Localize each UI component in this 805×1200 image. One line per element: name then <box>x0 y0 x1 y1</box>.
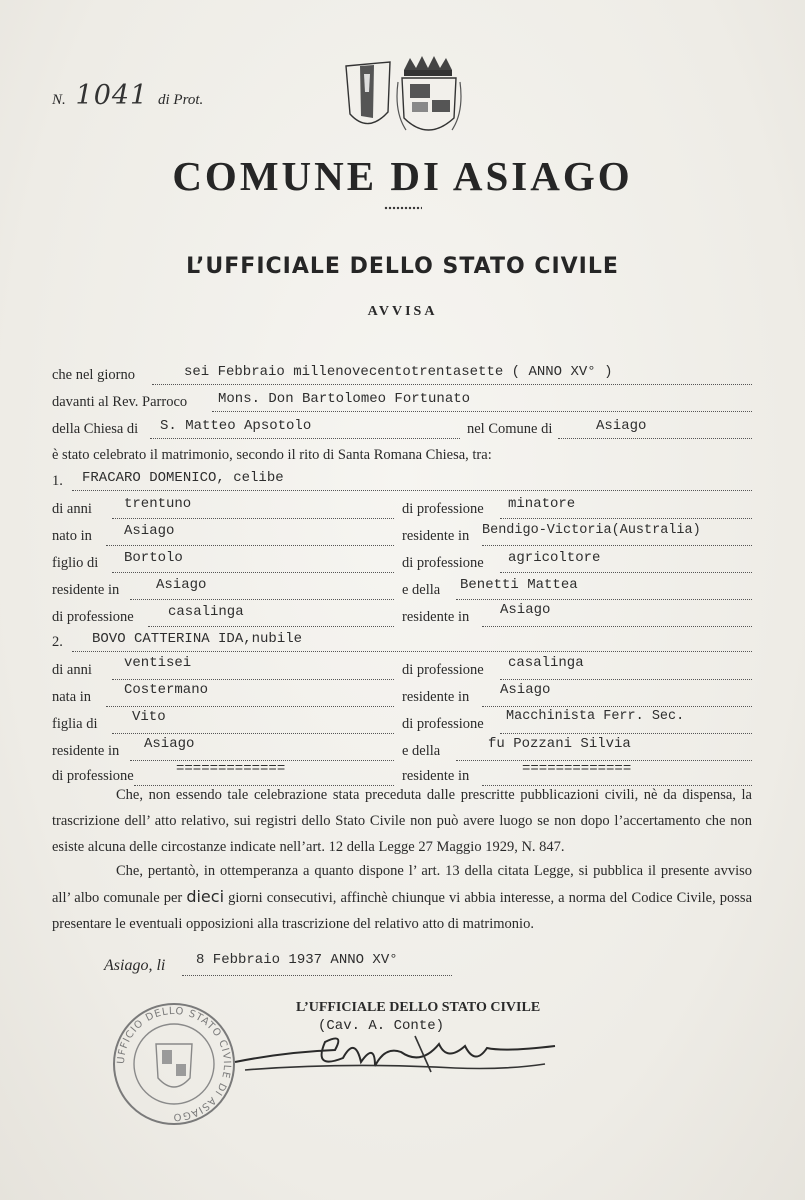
notice-heading: AVVISA <box>367 304 438 319</box>
stamp-text: UFFICIO DELLO STATO CIVILE DI ASIAGO <box>115 1005 233 1123</box>
spouse2-mother: fu Pozzani Silvia <box>488 736 631 752</box>
spouse2-father-prof: Macchinista Ferr. Sec. <box>506 709 685 724</box>
spouse1-mother-label: e della <box>402 582 441 598</box>
protocol-number-value: 1041 <box>75 80 149 111</box>
spouse1-age: trentuno <box>124 496 192 512</box>
spouse1-mother-res-label: residente in <box>402 609 470 625</box>
municipality-title: COMUNE DI ASIAGO <box>172 153 633 199</box>
spouse1-residence: Bendigo-Victoria(Australia) <box>482 523 701 538</box>
spouse2-age-label: di anni <box>52 662 92 678</box>
spouse1-father-label: figlio di <box>52 555 99 571</box>
spouse1-index: 1. <box>52 473 63 489</box>
spouse2-father-label: figlia di <box>52 716 98 732</box>
spouse1-mother-prof: casalinga <box>168 604 244 620</box>
spouse2-born: Costermano <box>124 682 209 698</box>
spouse1-born-label: nato in <box>52 528 92 544</box>
date-label: che nel giorno <box>52 367 135 383</box>
comune-label: nel Comune di <box>467 421 553 437</box>
spouse1-mother-res: Asiago <box>500 602 551 618</box>
rite-text: è stato celebrato il matrimonio, secondo il rito di Santa Romana Chiesa, tra: <box>52 447 492 463</box>
comune-value: Asiago <box>596 418 647 434</box>
spouse2-residence: Asiago <box>500 682 551 698</box>
spouse2-profession: casalinga <box>508 655 584 671</box>
spouse1-age-label: di anni <box>52 501 92 517</box>
spouse2-prof-label: di professione <box>402 662 484 678</box>
date-value: sei Febbraio millenovecentotrentasette ( ANNO XV° ) <box>184 364 613 380</box>
comune-field <box>558 420 752 439</box>
church-value: S. Matteo Apsotolo <box>160 418 312 434</box>
spouse1-mother-prof-label: di professione <box>52 609 134 625</box>
spouse2-res-label: residente in <box>402 689 470 705</box>
paragraph-2-start: Che, pertantò, in ottemperanza a quanto dispone l’ art. 13 della citata Legge, si pubblica il presente avviso all’ albo comunale per <box>52 863 752 906</box>
spouse2-father-res: Asiago <box>144 736 195 752</box>
spouse2-name: BOVO CATTERINA IDA,nubile <box>92 631 303 647</box>
protocol-number <box>52 80 203 111</box>
signer-name: (Cav. A. Conte) <box>318 1018 445 1034</box>
spouse1-profession: minatore <box>508 496 576 512</box>
spouse1-born: Asiago <box>124 523 175 539</box>
church-label: della Chiesa di <box>52 421 139 437</box>
legal-paragraph-1: Che, non essendo tale celebrazione stata preceduta dalle prescritte pubblicazioni civili, nè da dispensa, la trascrizione dell’ atto relativo, sui registri dello Stato Civile non può avere luogo se non dopo l’accertamento che non esiste alcuna delle circostanze indicate nell’art. 12 della Legge 27 Maggio 1929, N. 847. <box>52 787 752 855</box>
spouse2-father-prof-label: di professione <box>402 716 484 732</box>
signature-icon <box>225 1022 565 1082</box>
spouse2-mother-prof-label: di professione <box>52 768 134 784</box>
protocol-suffix: di Prot. <box>157 92 204 108</box>
decorative-dots <box>384 205 422 211</box>
spouse1-father: Bortolo <box>124 550 183 566</box>
spouse1-prof-label: di professione <box>402 501 484 517</box>
spouse1-father-prof-label: di professione <box>402 555 484 571</box>
priest-value: Mons. Don Bartolomeo Fortunato <box>218 391 471 407</box>
signer-title: L’UFFICIALE DELLO STATO CIVILE <box>296 1000 541 1015</box>
spouse1-res-label: residente in <box>402 528 470 544</box>
official-stamp-icon <box>110 1000 238 1128</box>
spouse2-mother-res: ============= <box>522 761 632 777</box>
office-title: L’UFFICIALE DELLO STATO CIVILE <box>186 254 619 279</box>
spouse2-age: ventisei <box>124 655 192 671</box>
spouse2-mother-prof: ============= <box>176 761 286 777</box>
spouse1-father-prof: agricoltore <box>508 550 601 566</box>
place-label: Asiago, li <box>104 957 166 974</box>
spouse2-father-res-label: residente in <box>52 743 120 759</box>
spouse1-name: FRACARO DOMENICO, celibe <box>82 470 284 486</box>
spouse2-father: Vito <box>132 709 166 725</box>
days-count: dieci <box>186 887 225 906</box>
legal-paragraph-2 <box>52 858 752 937</box>
spouse1-mother: Benetti Mattea <box>460 577 578 593</box>
paragraph-2-end: giorni consecutivi, affinchè chiunque vi abbia interesse, a norma del Codice Civile, possa presentare le eventuali opposizioni alla trascrizione del relativo atto di matrimonio. <box>52 890 753 932</box>
spouse1-father-res-label: residente in <box>52 582 120 598</box>
spouse2-mother-label: e della <box>402 743 441 759</box>
spouse2-mother-res-label: residente in <box>402 768 470 784</box>
spouse2-born-label: nata in <box>52 689 92 705</box>
coat-of-arms-icon <box>340 52 468 142</box>
spouse2-index: 2. <box>52 634 63 650</box>
protocol-prefix: N. <box>52 92 66 108</box>
priest-label: davanti al Rev. Parroco <box>52 394 188 410</box>
spouse1-father-res: Asiago <box>156 577 207 593</box>
closing-date: 8 Febbraio 1937 ANNO XV° <box>196 952 398 968</box>
